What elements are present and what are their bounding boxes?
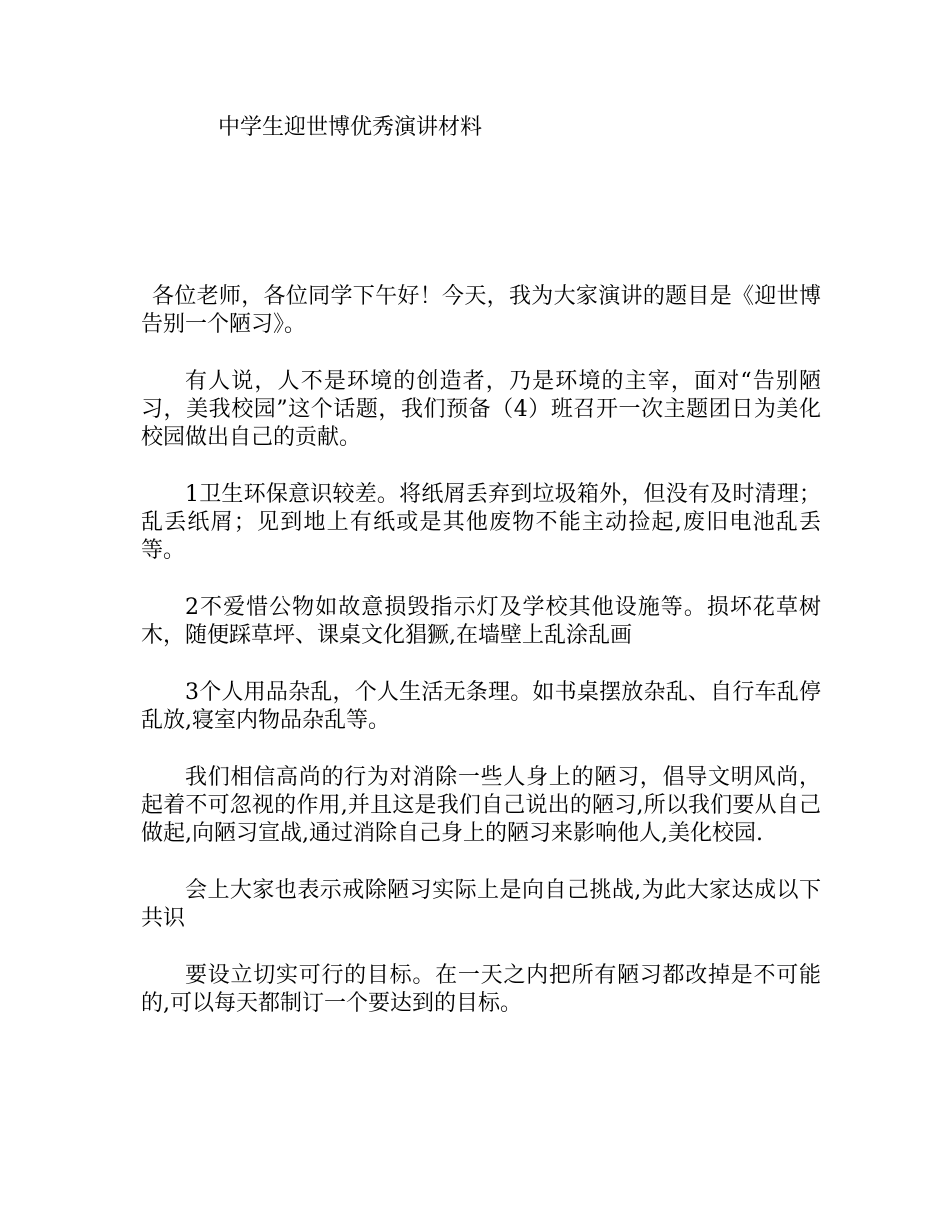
paragraph-belief: 我们相信高尚的行为对消除一些人身上的陋习，倡导文明风尚，起着不可忽视的作用,并且这是我们自己说出的陋习,所以我们要从自己做起,向陋习宣战,通过消除自己身上的陋习来影响他人,美化校园.	[141, 765, 821, 846]
paragraph-goal: 要设立切实可行的目标。在一天之内把所有陋习都改掉是不可能的,可以每天都制订一个要达到的目标。	[141, 963, 821, 1016]
paragraph-consensus: 会上大家也表示戒除陋习实际上是向自己挑战,为此大家达成以下共识	[141, 878, 821, 931]
document-body	[141, 283, 821, 1047]
paragraph-item-2: 2不爱惜公物如故意损毁指示灯及学校其他设施等。损坏花草树木，随便踩草坪、课桌文化猖獗,在墙壁上乱涂乱画	[141, 595, 821, 648]
paragraph-item-1: 1卫生环保意识较差。将纸屑丢弃到垃圾箱外，但没有及时清理；乱丢纸屑；见到地上有纸或是其他废物不能主动捡起,废旧电池乱丢等。	[141, 482, 821, 563]
paragraph-intro: 有人说，人不是环境的创造者，乃是环境的主宰，面对“告别陋习，美我校园”这个话题，我们预备（4）班召开一次主题团日为美化校园做出自己的贡献。	[141, 369, 821, 450]
paragraph-item-3: 3个人用品杂乱，个人生活无条理。如书桌摆放杂乱、自行车乱停乱放,寝室内物品杂乱等。	[141, 680, 821, 733]
document-title: 中学生迎世博优秀演讲材料	[218, 115, 483, 140]
paragraph-greeting: 各位老师，各位同学下午好！今天，我为大家演讲的题目是《迎世博告别一个陋习》。	[141, 284, 821, 337]
